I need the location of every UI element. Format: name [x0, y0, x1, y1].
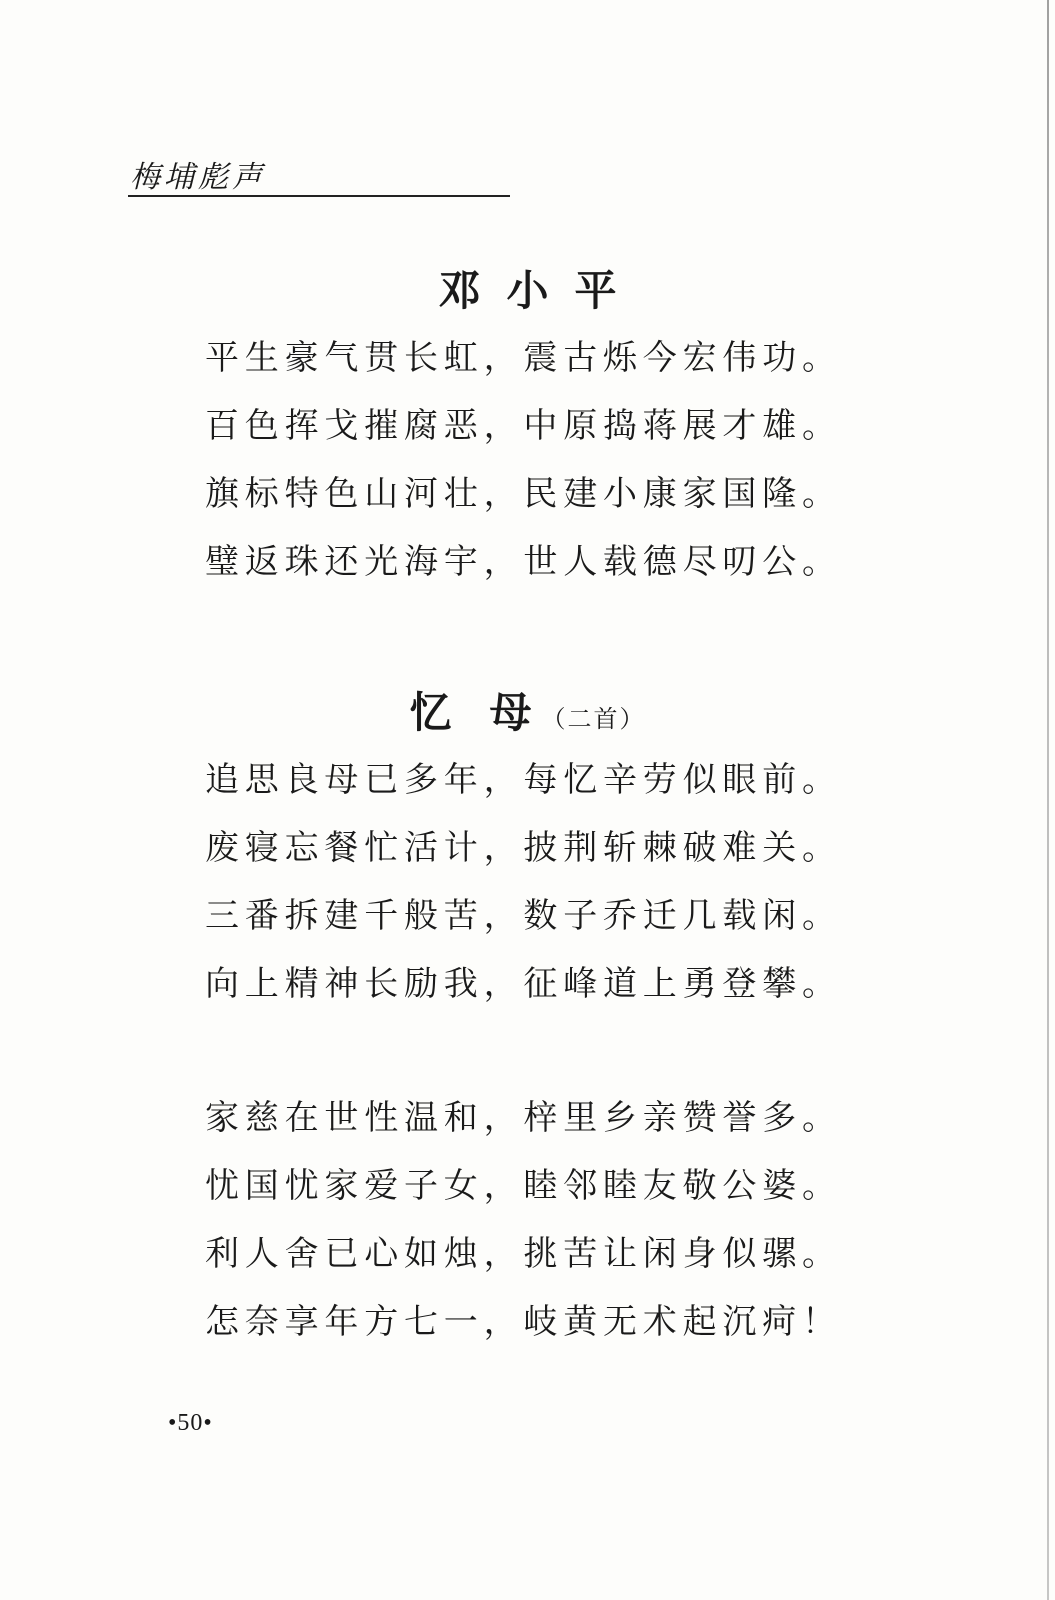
poem-line: 百色挥戈摧腐恶，中原捣蒋展才雄。: [205, 406, 842, 446]
poem-line: 三番拆建千般苦，数子乔迁几载闲。: [205, 896, 842, 936]
poem-line: 向上精神长励我，征峰道上勇登攀。: [205, 964, 842, 1004]
poem-line: 家慈在世性温和，梓里乡亲赞誉多。: [205, 1098, 842, 1138]
running-head: 梅埔彪声: [130, 160, 266, 195]
poem-line: 平生豪气贯长虹，震古烁今宏伟功。: [205, 338, 842, 378]
poem-2-stanza-1: [205, 752, 905, 1024]
running-head-rule: [128, 195, 510, 197]
poem-title-deng-xiaoping: 邓小平: [438, 266, 643, 315]
poem-line: 利人舍已心如烛，挑苦让闲身似骡。: [205, 1234, 842, 1274]
poem-line: 忧国忧家爱子女，睦邻睦友敬公婆。: [205, 1166, 842, 1206]
poem-title-main: 忆母: [409, 688, 570, 737]
poem-title-yi-mu: [0, 680, 1055, 740]
page-number: •50•: [168, 1410, 213, 1436]
poem-line: 废寝忘餐忙活计，披荆斩棘破难关。: [205, 828, 842, 868]
poem-2-stanza-2: [205, 1090, 905, 1362]
poem-line: 怎奈享年方七一，岐黄无术起沉疴！: [205, 1302, 842, 1342]
poem-1-stanza-1: [205, 330, 905, 602]
poem-line: 追思良母已多年，每忆辛劳似眼前。: [205, 760, 842, 800]
poem-line: 旗标特色山河壮，民建小康家国隆。: [205, 474, 842, 514]
page-edge-shadow: [1047, 0, 1049, 1600]
poem-line: 璧返珠还光海宇，世人载德尽叨公。: [205, 542, 842, 582]
poem-title-note: （二首）: [541, 705, 646, 733]
